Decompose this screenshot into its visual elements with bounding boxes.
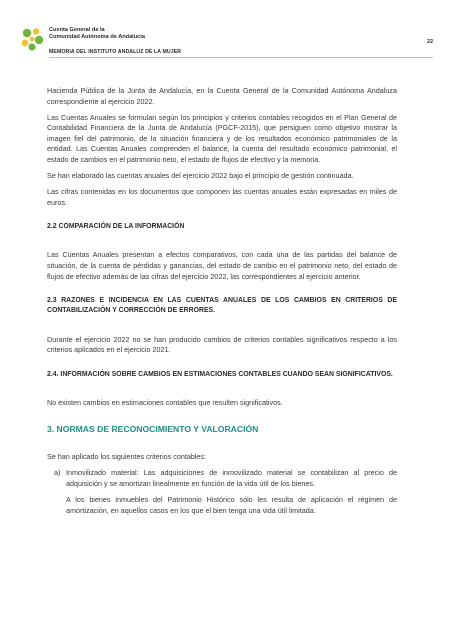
junta-andalucia-logo-icon (19, 26, 45, 52)
report-title: MEMORIA DEL INSTITUTO ANDALUZ DE LA MUJER (49, 49, 182, 55)
section-3-intro: Se han aplicado los siguientes criterios contables: (47, 452, 207, 462)
section-heading-3: 3. NORMAS DE RECONOCIMIENTO Y VALORACIÓN (47, 424, 259, 435)
page-header (19, 24, 433, 64)
section-heading-2-2: 2.2 COMPARACIÓN DE LA INFORMACIÓN (47, 223, 185, 231)
paragraph: Las Cuentas Anuales se formulan según los principios y criterios contables recogidos en el Plan General de Contabilidad Financiera de la Junta de Andalucía (PGCF-2015), que persiguen como objetivo mostrar la imagen fiel del patrimonio, de la situación financiera y de los resultados económico patrimoniales de la entidad. Las Cuentas Anuales comprenden el balance, la cuenta del resultado económico patrimonial, el estado de cambios en el patrimonio neto, el estado de flujos de efectivo y la memoria. (47, 112, 397, 164)
paragraph: Se han elaborado las cuentas anuales del ejercicio 2022 bajo el principio de gestión continuada. (47, 170, 354, 180)
list-item-text-continued: A los bienes inmuebles del Patrimonio Histórico sólo les resulta de aplicación el régimen de amortización, en aquellos casos en los que el bien tenga una vida útil limitada. (66, 495, 397, 515)
header-divider (49, 57, 433, 58)
section-2-3-text: Durante el ejercicio 2022 no se han producido cambios de criterios contables significativos respecto a los criterios aplicados en el ejercicio 2021. (47, 334, 397, 355)
list-item (47, 468, 397, 516)
page-number: 22 (427, 39, 433, 45)
section-2-2-text: Las Cuentas Anuales presentan a efectos comparativos, con cada una de las partidas del balance de situación, de la cuenta de pérdidas y ganancias, del estado de cambio en el patrimonio neto, del estado de flujos de efectivo además de las cifras del ejercicio 2022, las correspondientes al ejercicio anterior. (47, 250, 397, 281)
paragraph: Hacienda Pública de la Junta de Andalucía, en la Cuenta General de la Comunidad Autónoma Andaluza correspondiente al ejercicio 2022. (47, 86, 397, 106)
organization-line-2: Comunidad Autónoma de Andalucía (49, 33, 145, 40)
list-item-text: Inmovilizado material: Las adquisiciones de inmovilizado material se contabilizan al precio de adquisición y se amortizan linealmente en función de la vida útil de los bienes. (66, 468, 397, 489)
section-heading-2-4: 2.4. INFORMACIÓN SOBRE CAMBIOS EN ESTIMACIONES CONTABLES CUANDO SEAN SIGNIFICATIVOS. (47, 370, 393, 378)
list-marker: a) (54, 468, 61, 478)
paragraph: Las cifras contenidas en los documentos que componen las cuentas anuales están expresadas en miles de euros. (47, 186, 397, 207)
organization-name (49, 27, 145, 40)
document-body (47, 86, 397, 522)
section-2-4-text: No existen cambios en estimaciones contables que resulten significativos. (47, 397, 283, 407)
organization-line-1: Cuenta General de la (49, 27, 105, 33)
section-heading-2-3: 2.3 RAZONES E INCIDENCIA EN LAS CUENTAS ANUALES DE LOS CAMBIOS EN CRITERIOS DE CONTABILIZACIÓN Y CORRECCIÓN DE ERRORES. (47, 297, 397, 315)
